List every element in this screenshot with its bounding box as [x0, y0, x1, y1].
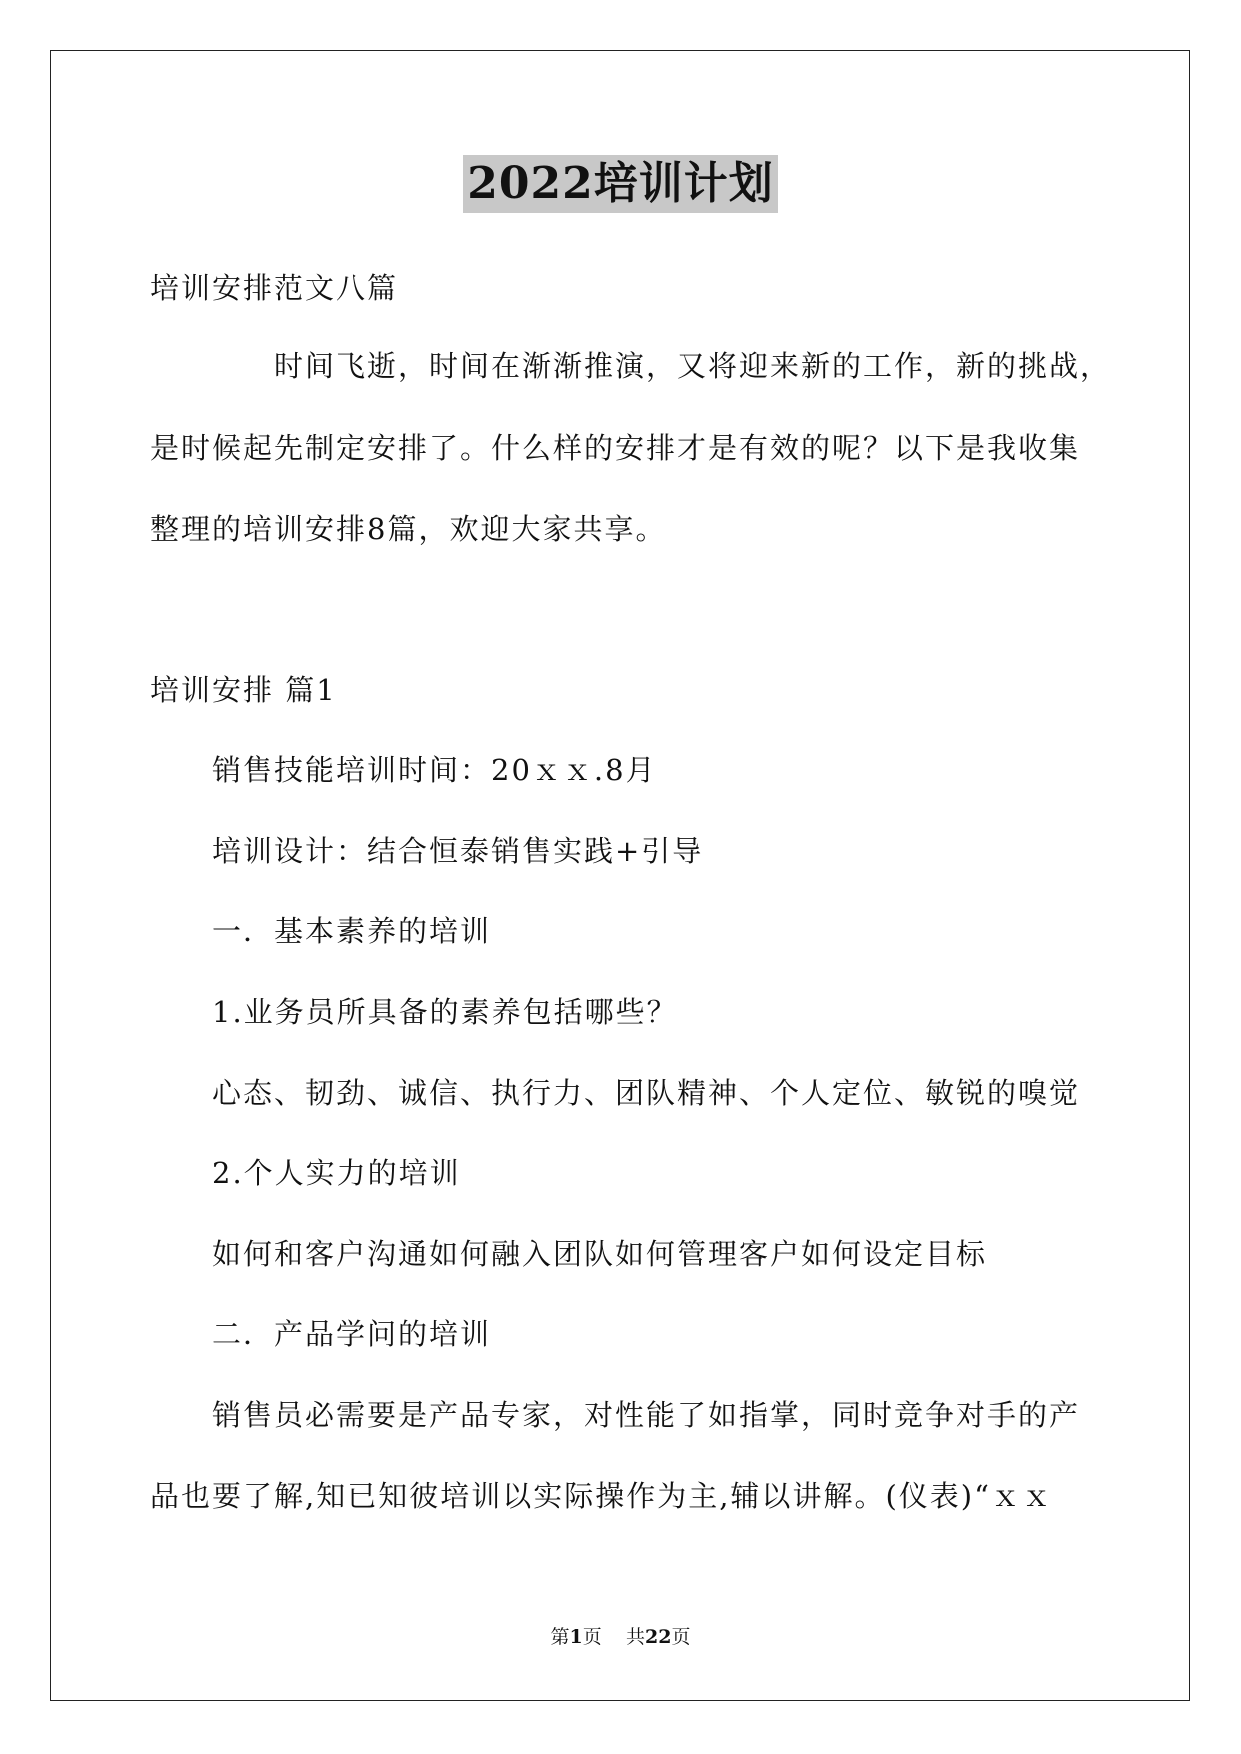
footer-total-suffix: 页 [671, 1626, 691, 1648]
title-wrap [0, 155, 1241, 213]
paragraph-line: 二．产品学问的培训 [212, 1317, 492, 1351]
paragraph-line: 销售技能培训时间：20ｘｘ.8月 [212, 753, 657, 787]
section-heading: 培训安排 篇1 [150, 673, 337, 707]
paragraph-line: 1.业务员所具备的素养包括哪些？ [212, 995, 678, 1029]
footer-total-number: 22 [644, 1626, 672, 1648]
document-title: 2022培训计划 [463, 155, 777, 213]
doc-subtitle: 培训安排范文八篇 [150, 271, 399, 305]
paragraph-line: 品也要了解,知已知彼培训以实际操作为主,辅以讲解。(仪表)“ｘｘ [150, 1479, 1053, 1513]
footer-total-prefix: 共 [625, 1626, 645, 1648]
paragraph-line: 2.个人实力的培训 [212, 1156, 461, 1190]
paragraph-line: 培训设计：结合恒泰销售实践+引导 [212, 834, 704, 868]
footer-page-suffix: 页 [582, 1626, 602, 1648]
paragraph-line: 心态、韧劲、诚信、执行力、团队精神、个人定位、敏锐的嗅觉 [212, 1076, 1081, 1110]
paragraph-line: 是时候起先制定安排了。什么样的安排才是有效的呢？以下是我收集 [150, 431, 1081, 465]
paragraph-line: 销售员必需要是产品专家，对性能了如指掌，同时竞争对手的产 [212, 1398, 1081, 1432]
paragraph-line: 一．基本素养的培训 [212, 914, 492, 948]
page-footer [0, 1625, 1241, 1649]
paragraph-line: 整理的培训安排8篇，欢迎大家共享。 [150, 512, 667, 546]
paragraph-line: 如何和客户沟通如何融入团队如何管理客户如何设定目标 [212, 1237, 988, 1271]
footer-page-prefix: 第 [550, 1626, 570, 1648]
footer-page-number: 1 [569, 1626, 583, 1648]
paragraph-line: 时间飞逝，时间在渐渐推演，又将迎来新的工作，新的挑战， [274, 349, 1112, 383]
